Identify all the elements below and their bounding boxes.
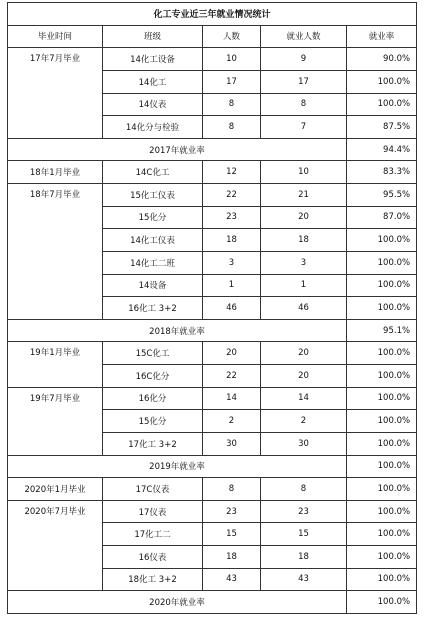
- graduation-time-cell: 2020年7月毕业: [8, 500, 103, 591]
- employed-cell: 20: [261, 365, 347, 388]
- rate-cell: 100.0%: [347, 365, 417, 388]
- class-cell: 14化分与检验: [103, 116, 203, 139]
- employed-cell: 2: [261, 410, 347, 433]
- table-row: [8, 184, 417, 207]
- class-cell: 17化工 3+2: [103, 432, 203, 455]
- rate-cell: 100.0%: [347, 251, 417, 274]
- class-cell: 16仪表: [103, 546, 203, 569]
- title-row: [8, 3, 417, 26]
- employment-table: [7, 2, 417, 614]
- class-cell: 14化工二班: [103, 251, 203, 274]
- graduation-time-cell: 17年7月毕业: [8, 48, 103, 139]
- class-cell: 14化工: [103, 70, 203, 93]
- class-cell: 15化分: [103, 206, 203, 229]
- count-cell: 18: [203, 229, 261, 252]
- count-cell: 23: [203, 206, 261, 229]
- rate-cell: 83.3%: [347, 161, 417, 184]
- rate-cell: 100.0%: [347, 432, 417, 455]
- employed-cell: 10: [261, 161, 347, 184]
- rate-cell: 87.5%: [347, 116, 417, 139]
- rate-cell: 90.0%: [347, 48, 417, 71]
- rate-cell: 100.0%: [347, 546, 417, 569]
- count-cell: 10: [203, 48, 261, 71]
- summary-rate: 95.1%: [347, 319, 417, 342]
- summary-label: 2018年就业率: [8, 319, 347, 342]
- count-cell: 43: [203, 568, 261, 591]
- employed-cell: 15: [261, 523, 347, 546]
- header-count: 人数: [203, 25, 261, 48]
- table-title: 化工专业近三年就业情况统计: [8, 3, 417, 26]
- count-cell: 1: [203, 274, 261, 297]
- count-cell: 8: [203, 478, 261, 501]
- rate-cell: 100.0%: [347, 568, 417, 591]
- count-cell: 12: [203, 161, 261, 184]
- summary-rate: 100.0%: [347, 591, 417, 614]
- class-cell: 17仪表: [103, 500, 203, 523]
- table-row: [8, 342, 417, 365]
- header-employed: 就业人数: [261, 25, 347, 48]
- employed-cell: 14: [261, 387, 347, 410]
- summary-rate: 100.0%: [347, 455, 417, 478]
- rate-cell: 100.0%: [347, 523, 417, 546]
- rate-cell: 100.0%: [347, 478, 417, 501]
- class-cell: 15C化工: [103, 342, 203, 365]
- count-cell: 22: [203, 184, 261, 207]
- count-cell: 22: [203, 365, 261, 388]
- graduation-time-cell: 19年1月毕业: [8, 342, 103, 387]
- summary-rate: 94.4%: [347, 138, 417, 161]
- employed-cell: 23: [261, 500, 347, 523]
- employed-cell: 20: [261, 206, 347, 229]
- table-row: [8, 500, 417, 523]
- rate-cell: 100.0%: [347, 93, 417, 116]
- summary-label: 2020年就业率: [8, 591, 347, 614]
- table-row: [8, 161, 417, 184]
- employed-cell: 8: [261, 478, 347, 501]
- class-cell: 14设备: [103, 274, 203, 297]
- employed-cell: 18: [261, 546, 347, 569]
- class-cell: 14C化工: [103, 161, 203, 184]
- summary-row-2019: [8, 455, 417, 478]
- class-cell: 18化工 3+2: [103, 568, 203, 591]
- rate-cell: 100.0%: [347, 70, 417, 93]
- rate-cell: 87.0%: [347, 206, 417, 229]
- class-cell: 16C化分: [103, 365, 203, 388]
- graduation-time-cell: 19年7月毕业: [8, 387, 103, 455]
- rate-cell: 100.0%: [347, 342, 417, 365]
- employed-cell: 30: [261, 432, 347, 455]
- rate-cell: 100.0%: [347, 297, 417, 320]
- employed-cell: 3: [261, 251, 347, 274]
- header-graduation-time: 毕业时间: [8, 25, 103, 48]
- employed-cell: 17: [261, 70, 347, 93]
- employed-cell: 46: [261, 297, 347, 320]
- summary-row-2018: [8, 319, 417, 342]
- employed-cell: 20: [261, 342, 347, 365]
- employed-cell: 43: [261, 568, 347, 591]
- employed-cell: 7: [261, 116, 347, 139]
- class-cell: 14仪表: [103, 93, 203, 116]
- rate-cell: 100.0%: [347, 410, 417, 433]
- table-row: [8, 48, 417, 71]
- summary-row-2020: [8, 591, 417, 614]
- header-row: [8, 25, 417, 48]
- employed-cell: 8: [261, 93, 347, 116]
- rate-cell: 100.0%: [347, 274, 417, 297]
- count-cell: 17: [203, 70, 261, 93]
- class-cell: 17C仪表: [103, 478, 203, 501]
- count-cell: 2: [203, 410, 261, 433]
- header-rate: 就业率: [347, 25, 417, 48]
- count-cell: 15: [203, 523, 261, 546]
- class-cell: 16化工 3+2: [103, 297, 203, 320]
- table-row: [8, 387, 417, 410]
- summary-row-2017: [8, 138, 417, 161]
- class-cell: 15化工仪表: [103, 184, 203, 207]
- count-cell: 14: [203, 387, 261, 410]
- class-cell: 15化分: [103, 410, 203, 433]
- summary-label: 2019年就业率: [8, 455, 347, 478]
- employed-cell: 21: [261, 184, 347, 207]
- count-cell: 46: [203, 297, 261, 320]
- employment-stats-sheet: [7, 2, 416, 614]
- rate-cell: 100.0%: [347, 229, 417, 252]
- rate-cell: 100.0%: [347, 387, 417, 410]
- employed-cell: 1: [261, 274, 347, 297]
- graduation-time-cell: 18年1月毕业: [8, 161, 103, 184]
- rate-cell: 95.5%: [347, 184, 417, 207]
- employed-cell: 18: [261, 229, 347, 252]
- graduation-time-cell: 18年7月毕业: [8, 184, 103, 320]
- class-cell: 17化工二: [103, 523, 203, 546]
- graduation-time-cell: 2020年1月毕业: [8, 478, 103, 501]
- class-cell: 14化工设备: [103, 48, 203, 71]
- header-class: 班级: [103, 25, 203, 48]
- rate-cell: 100.0%: [347, 500, 417, 523]
- count-cell: 8: [203, 116, 261, 139]
- count-cell: 30: [203, 432, 261, 455]
- summary-label: 2017年就业率: [8, 138, 347, 161]
- count-cell: 23: [203, 500, 261, 523]
- table-row: [8, 478, 417, 501]
- class-cell: 14化工仪表: [103, 229, 203, 252]
- count-cell: 3: [203, 251, 261, 274]
- employed-cell: 9: [261, 48, 347, 71]
- count-cell: 20: [203, 342, 261, 365]
- class-cell: 16化分: [103, 387, 203, 410]
- count-cell: 18: [203, 546, 261, 569]
- count-cell: 8: [203, 93, 261, 116]
